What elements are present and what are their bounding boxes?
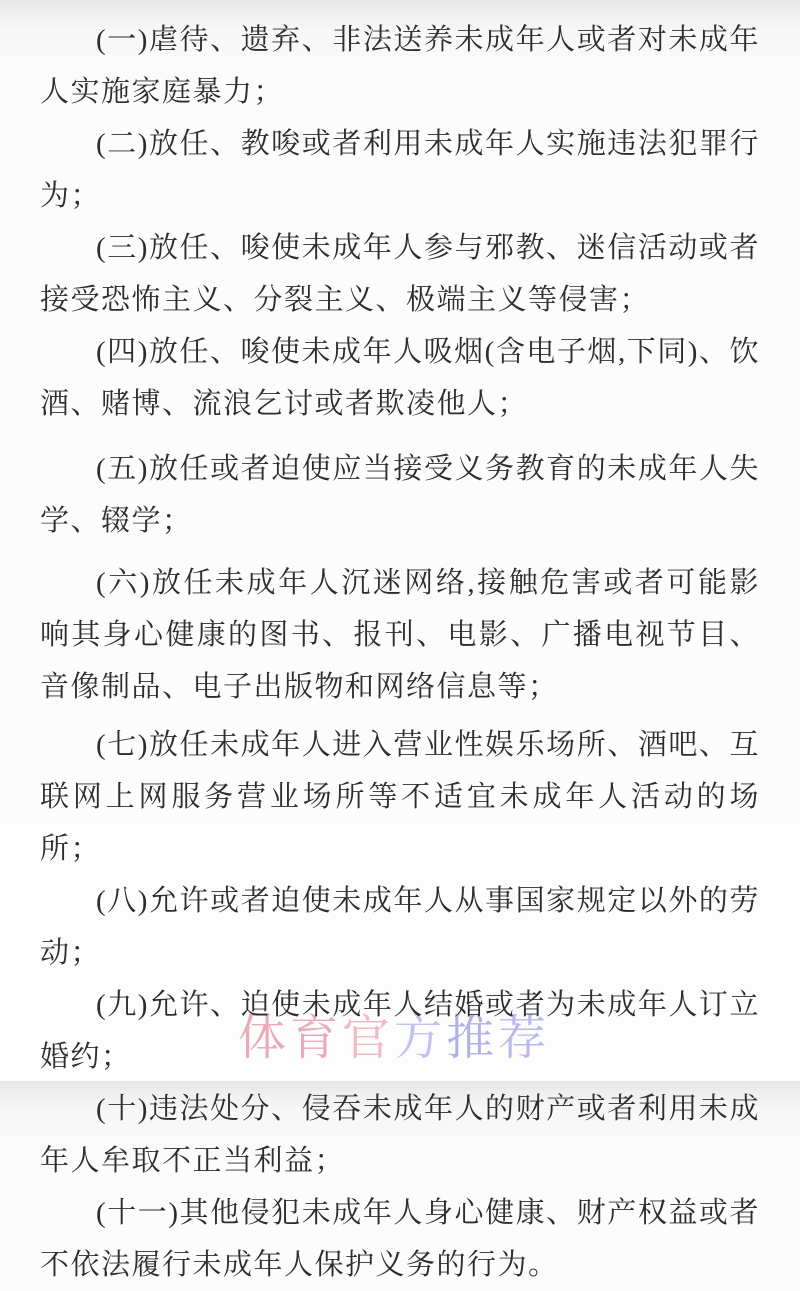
legal-clause-6: (六)放任未成年人沉迷网络,接触危害或者可能影响其身心健康的图书、报刊、电影、广播电视节目、音像制品、电子出版物和网络信息等； <box>40 567 760 703</box>
legal-clause-1: (一)虐待、遗弃、非法送养未成年人或者对未成年人实施家庭暴力； <box>40 24 760 108</box>
watermark: 体育官方推荐 <box>238 1012 551 1065</box>
legal-clause-5: (五)放任或者迫使应当接受义务教育的未成年人失学、辍学； <box>40 453 760 537</box>
legal-clause-8: (八)允许或者迫使未成年人从事国家规定以外的劳动； <box>40 885 760 969</box>
legal-clause-7: (七)放任未成年人进入营业性娱乐场所、酒吧、互联网上网服务营业场所等不适宜未成年人活动的场所； <box>40 729 760 865</box>
legal-clause-11: (十一)其他侵犯未成年人身心健康、财产权益或者不依法履行未成年人保护义务的行为。 <box>40 1197 760 1281</box>
legal-clause-2: (二)放任、教唆或者利用未成年人实施违法犯罪行为； <box>40 128 760 212</box>
legal-clause-4: (四)放任、唆使未成年人吸烟(含电子烟,下同)、饮酒、赌博、流浪乞讨或者欺凌他人； <box>40 336 760 420</box>
legal-clause-10: (十)违法处分、侵吞未成年人的财产或者利用未成年人牟取不正当利益； <box>40 1093 760 1177</box>
legal-clause-3: (三)放任、唆使未成年人参与邪教、迷信活动或者接受恐怖主义、分裂主义、极端主义等侵害； <box>40 232 760 316</box>
legal-clause-9: (九)允许、迫使未成年人结婚或者为未成年人订立婚约； <box>40 989 760 1073</box>
